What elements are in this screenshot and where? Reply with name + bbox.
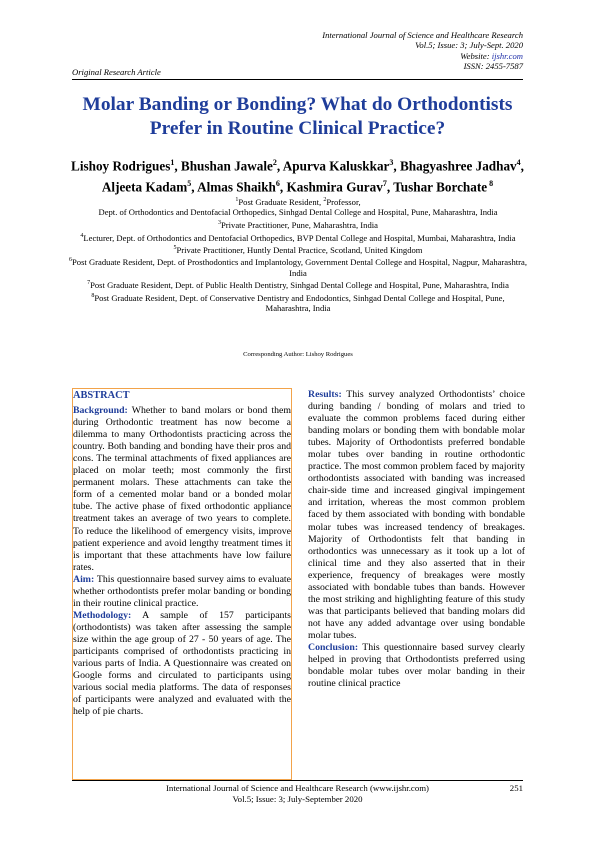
aim-label: Aim: xyxy=(73,573,95,585)
author-name: Bhagyashree Jadhav xyxy=(400,158,517,174)
affiliation-number: 3 xyxy=(218,220,222,227)
author-name: Tushar Borchate xyxy=(393,179,488,195)
footer-issue: Vol.5; Issue: 3; July-September 2020 xyxy=(232,794,363,804)
conclusion-paragraph xyxy=(308,642,525,690)
affiliation-text: Lecturer, Dept. of Orthodontics and Dentofacial Orthopedics, BVP Dental College and Hospital, Mumbai, Maharashtra, India xyxy=(83,232,516,243)
journal-issue: Vol.5; Issue: 3; July-Sept. 2020 xyxy=(415,40,523,51)
paper-title: Molar Banding or Bonding? What do Orthodontists Prefer in Routine Clinical Practice? xyxy=(82,94,513,139)
methodology-paragraph xyxy=(73,610,291,718)
author-affiliation-number: 3 xyxy=(389,158,394,167)
affiliation-text: Post Graduate Resident, Dept. of Prosthodontics and Implantology, Government Dental College and Hospital, Nagpur, Maharashtra, India xyxy=(72,257,527,278)
author-affiliation-number: 5 xyxy=(187,179,192,189)
author-name: Kashmira Gurav xyxy=(286,179,383,195)
affiliation-text: Post Graduate Resident, Dept. of Conservative Dentistry and Endodontics, Sinhgad Dental College and Hospital, Pune, Maharashtra, India xyxy=(94,292,505,314)
page-footer xyxy=(72,783,523,805)
journal-header xyxy=(223,30,523,72)
affiliation-number: 4 xyxy=(80,232,84,239)
affiliation-text: Private Practitioner, Pune, Maharashtra, India xyxy=(221,219,378,230)
affiliation-text: Private Practitioner, Huntly Dental Practice, Scotland, United Kingdom xyxy=(176,244,423,255)
author-name: Aljeeta Kadam xyxy=(101,179,188,195)
results-paragraph xyxy=(308,389,525,642)
conclusion-text: This questionnaire based survey clearly helped in proving that Orthodontists preferred using bondable molar tubes over molar banding in their routine clinical practice xyxy=(308,641,525,690)
author-separator: , xyxy=(174,158,181,174)
background-text: Whether to band molars or bond them during Orthodontic treatment has now become a dilemma to many Orthodontists practicing across the country. Both banding and bonding have their pros and cons. The terminal attachments of fixed appliances are placed on molar teeth; most commonly the first permanent molars. These attachments can take the form of a cemented molar band or a bonded molar tube. The active phase of fixed orthodontic appliance treatment takes an average of two years to complete. To reduce the likelihood of emergency visits, improve patient experience and avoid lengthy treatment times it is important that these attachments have low failure rates. xyxy=(73,405,291,573)
affiliation-line xyxy=(68,243,528,255)
author-name: Bhushan Jawale xyxy=(180,158,273,174)
background-paragraph xyxy=(73,405,291,574)
website-link[interactable]: ijshr.com xyxy=(491,50,523,61)
conclusion-label: Conclusion: xyxy=(308,641,359,653)
affiliation-number: 8 xyxy=(91,292,95,299)
author-list xyxy=(60,154,535,197)
background-label: Background: xyxy=(73,405,128,417)
author-name: Almas Shaikh xyxy=(197,179,276,195)
affiliation-line xyxy=(68,278,528,290)
footer-journal: International Journal of Science and Healthcare Research (www.ijshr.com) xyxy=(166,783,429,793)
affiliation-number: 6 xyxy=(69,257,73,264)
page-number: 251 xyxy=(509,783,523,793)
author-separator: , xyxy=(279,179,287,195)
affiliation-line xyxy=(68,255,528,278)
journal-name: International Journal of Science and Healthcare Research xyxy=(322,30,523,40)
affiliation-text: Post Graduate Resident, xyxy=(238,196,324,207)
author-separator: , xyxy=(393,158,401,174)
article-type: Original Research Article xyxy=(72,67,161,77)
author-name: Apurva Kaluskkar xyxy=(282,158,390,174)
affiliation-number: 5 xyxy=(173,244,177,251)
affiliation-line xyxy=(68,207,528,218)
author-separator: , xyxy=(386,179,394,195)
author-affiliation-number: 7 xyxy=(382,179,387,189)
website-label: Website: xyxy=(460,50,492,61)
abstract-column-left xyxy=(73,390,291,778)
affiliation-text: Professor, xyxy=(326,196,361,207)
affiliation-line xyxy=(68,291,528,314)
abstract-column-right xyxy=(308,389,525,772)
author-separator: , xyxy=(191,179,198,195)
aim-text: This questionnaire based survey aims to evaluate whether orthodontists prefer molar banding or bonding in their routine clinical practice. xyxy=(73,573,291,609)
author-affiliation-number: 4 xyxy=(516,158,521,167)
affiliation-text: Post Graduate Resident, Dept. of Public Health Dentistry, Sinhgad Dental College and Hospital, Pune, Maharashtra, India xyxy=(90,280,509,291)
affiliation-number: 2 xyxy=(323,197,327,203)
affiliation-line xyxy=(68,218,528,230)
affiliation-text: Dept. of Orthodontics and Dentofacial Orthopedics, Sinhgad Dental College and Hospital, Pune, Maharashtra, India xyxy=(98,207,498,218)
affiliation-number: 7 xyxy=(87,280,91,287)
journal-website xyxy=(223,51,523,61)
header-rule xyxy=(72,79,523,80)
methodology-text: A sample of 157 participants (orthodontists) was taken after assessing the sample size within the age group of 27 - 50 years of age. The participants comprised of orthodontists practicing in various parts of India. A Questionnaire was created on Google forms and circulated to participants using various social media platforms. The data of responses of participants were analyzed and evaluated with the help of pie charts. xyxy=(73,609,291,718)
author-affiliation-number: 2 xyxy=(272,158,277,167)
author-separator: , xyxy=(520,158,524,174)
affiliation-list xyxy=(68,195,528,314)
methodology-label: Methodology: xyxy=(73,609,132,621)
results-label: Results: xyxy=(308,389,342,400)
journal-issn: ISSN: 2455-7587 xyxy=(463,61,523,72)
aim-paragraph xyxy=(73,574,291,610)
affiliation-line xyxy=(68,231,528,243)
affiliation-number: 1 xyxy=(235,197,239,203)
abstract-heading: ABSTRACT xyxy=(73,390,130,401)
affiliation-line xyxy=(68,195,528,207)
corresponding-author: Corresponding Author: Lishoy Rodrigues xyxy=(243,351,353,358)
author-separator: , xyxy=(276,158,283,174)
footer-rule xyxy=(72,780,523,781)
results-text: This survey analyzed Orthodontists’ choice during banding / bonding of molars and tried to evaluate the common problems faced during either banding molars or bonding them with bondable molar tubes. Majority of Orthodontists preferred bondable molar tubes over banding in routine orthodontic practice. The most common problem faced by majority orthodontists associated with banding was increased chair-side time and increased gingival impingement and irritation, whereas the most common problem faced by them associated with bonding with bondable molar tubes was increased tendency of breakages. Majority of Orthodontists felt that banding in orthodontics was unnecessary as it took up a lot of clinical time and they also asserted that in their experience, frequency of breakages were mostly associated with bondable tubes than bands. However the most striking and highlighting feature of this study was that participants believed that banding molars did not have any added advantage over using bondable molar tubes. xyxy=(308,389,525,641)
author-affiliation-number: 1 xyxy=(170,158,175,167)
author-affiliation-number: 8 xyxy=(487,179,494,189)
author-name: Lishoy Rodrigues xyxy=(71,158,171,174)
author-affiliation-number: 6 xyxy=(275,179,280,189)
